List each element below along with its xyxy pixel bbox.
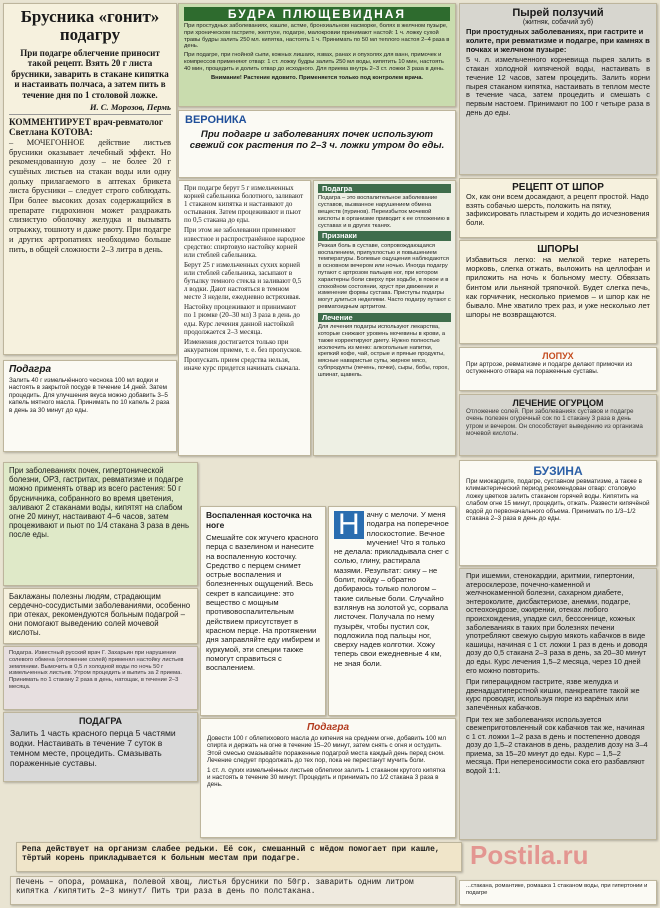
postila-watermark: Postila.ru	[470, 840, 589, 870]
nefrit-text: При тех же заболеваниях используется свежеприготовленный сок кабачков так же, начиная с 1 ст. ложки 1–2 раза в день и постепенно доводя дозу до 1,5–2 стаканов в день, разделив дозу на 3–4 приема, за 15–20 минут до еды. Курс – 1,5–2 месяца. При непереносимости сока его разбавляют водой 1:1.	[466, 714, 648, 776]
pyrey-clipping	[459, 3, 657, 175]
ginger-text: При заболеваниях почек, гипертонической болезни, ОРЗ, гастритах, ревматизме и подагре можно применять отвар из всего растения: 50 г брусничника, собранного во время цветения, заливают 2 стаканами воды, кипятят на слабом огне 20 минут, настаивают 4–6 часов, затем процеживают и пьют по 1/4 стакана 3 раза в день после еды.	[9, 466, 190, 540]
sabelnik-p3: Берут 25 г измельченных сухих корней или стеблей сабельника, засыпают в бутылку темного стекла и заливают 0,5 л водки. Дают настояться в темном месте 3 недели, ежедневно встряхивая.	[184, 260, 302, 302]
podagra-garlic-clipping	[3, 360, 177, 452]
buzina-text: При миокардите, подагре, суставном ревматизме, а также в климактерический период рекомендован отвар: столовую ложку цветков залить стаканом горячей воды. Кипятить на слабом огне 15 минут, процедить, отжать. Развести кипячёной водой до первоначального объема. Принимать по 1/3–1/2 стакана 2–3 раза в день до еды.	[466, 478, 650, 523]
budra-warning: Внимание! Растение ядовито. Применяется только под контролем врача.	[210, 74, 424, 81]
lopukh-title: ЛОПУХ	[542, 351, 574, 361]
sabelnik-article	[178, 180, 311, 456]
pechen-clipping	[10, 876, 456, 905]
shpory-text: Избавиться легко: на мелкой терке натереть морковь, слегка отжать, выложить на целлофан и приложить на ночь к больному месту. Обвязать бинтом или льняной тряпочкой. Будет слегка печь, как горчичник, несколько приемов – и шпор как не бывало. Мне хватило трех раз, и уже несколько лет шпоры не возвращаются.	[466, 255, 650, 320]
ginger-clipping	[3, 462, 198, 586]
budra-p2: При подагре, при гнойной сыпи, кожных лишаях, язвах, ранах и опухолях для ванн, примочек и компрессов применяют отвар: 1 ст. ложку будры залить 250 мл воды, кипятить 10 мин, настоять 40 мин, процедить и долить отвар до исходного. Для приема внутрь 2–3 ст. ложки 3 раза в день.	[184, 52, 445, 72]
treatment-text: Для лечения подагры используют лекарства, которые снижают уровень мочевины в крови, а также корректируют диету. Нужно полностью исключить из меню: алкогольные напитки, крепкий кофе, чай, острые и пряные продукты, мясные наваристые супы, жирное мясо, субпродукты (печень, почки), сыры, бобы, горох, шпинат, щавель.	[318, 324, 449, 378]
brusnika-divider	[9, 114, 171, 115]
kabachki-clipping	[459, 568, 657, 840]
brusnika-clipping	[3, 3, 177, 355]
sabelnik-p2: При этом же заболевании применяют известное и распространённое народное средство: спиртовую настойку корней или стеблей сабельника.	[184, 226, 305, 259]
podagra-doctor-clipping	[3, 646, 198, 710]
brusnika-intro: При подагре облегчение приносит такой рецепт. Взять 20 г листа брусники, заварить в стакане кипятка и настаивать полчаса, а затем пить в течение дня по 1 столовой ложке.	[11, 48, 169, 100]
shpora-text: Ох, как они всем досаждают, а рецепт простой. Надо взять собачью шерсть, положить на пятку, зафиксировать пластырем и ходить до исчезновения боли.	[466, 192, 650, 227]
pyrey-subtitle: (житняк, собачий зуб)	[522, 19, 594, 26]
kostochka-text: Смешайте сок жгучего красного перца с вазелином и нанесите на воспаленную косточку. Средство с перцем снимет острые воспаления и болезненных ощущений. Весь секрет в капсаицине: это вещество с мощным противовоспалительным действием присутствует в красном перце. На протяжении дня заправляйте еду имбирем и куркумой, эти специи также помогут справиться с воспалением.	[206, 533, 320, 673]
budra-clipping	[178, 3, 456, 107]
podagra-pepper-clipping	[3, 712, 198, 782]
brusnika-comment: – МОЧЕГОННОЕ действие листьев брусники оказывает лечебный эффект. Но рекомендованную дозу – не более 20 г сушёных листьев на стакан воды или одну дольку прилагаемого в аптеках брикета листа брусники – следует строго соблюдать. При более высоких дозах содержащийся в препарате гидрохинон может раздражать слизистую оболочку желудка и вызывать отрыжку, тошноту и даже рвоту. При подагре и других артропатиях необходимо больше пить, в общей сложности 2–3 литра в день.	[9, 137, 171, 254]
romashka-tail-clipping	[459, 880, 657, 905]
symptoms-text: Резкая боль в суставе, сопровождающаяся воспалением, припухлостью и повышением температуры. Болевые ощущения наблюдаются в основном вечером или ночью. Иногда подагру путают с артрозом пальцев ног, при котором характерны боли сверху при ходьбе, в покое и в спокойном состоянии, хруст при движении и изменение формы сустава. Приступы подагры могут длиться неделями. Часто подагру путают с ревматоидным артритом.	[318, 242, 451, 310]
gastrit-text: При гиперацидном гастрите, язве желудка и двенадцатиперстной кишки, панкреатите такой же курс проводят, используя пюре из варёных или запечённых кабачков.	[466, 677, 640, 712]
treatment-heading: Лечение	[318, 313, 451, 322]
kostochka-clipping	[200, 506, 326, 716]
kostochka-title: Воспаленная косточка на ноге	[206, 510, 312, 530]
veronika-title: ВЕРОНИКА	[185, 114, 247, 126]
sabelnik-p5: Изменения достигается только при аккуратном приеме, т. е. без пропусков.	[184, 337, 302, 354]
sabelnik-p6: Пропускать прием средства нельзя, иначе курс придется начинать сначала.	[184, 355, 300, 372]
ogurtsy-clipping	[459, 394, 657, 456]
ogurtsy-title: ЛЕЧЕНИЕ ОГУРЦОМ	[512, 398, 604, 408]
podagra-pepper-text: Залить 1 часть красного перца 5 частями водки. Настаивать в течение 7 суток в темном месте, процедить. Смазывать пораженные суставы.	[10, 728, 176, 768]
buzina-title: БУЗИНА	[533, 464, 583, 478]
pyrey-title: Пырей ползучий	[512, 7, 604, 19]
podagra-doctor-text: Подагра. Известный русский врач Г. Захарьин при нарушении солевого обмена (отложение солей) применял настойку листьев земляники. Вымочить в 0,5 л холодной воды по ночь 50 г измельченных листьев. Утром процедить и выпить за 2 приема. Принимать по 1 стакану 2 раза в день, натощак, в течение 2–3 месяца.	[9, 650, 184, 690]
lopukh-clipping	[459, 347, 657, 391]
podagra-info-heading: Подагра	[318, 184, 451, 193]
sabelnik-p4: Настойку процеживают и принимают по 1 рюмке (20–30 мл) 3 раза в день до еды. Курс лечения данной настойкой продолжается 2–3 месяца.	[184, 303, 300, 336]
podagra-oil-clipping	[200, 718, 456, 838]
pechen-text: Печень – опора, ромашка, полевой хвощ, листья брусники по 50гр. заварить одним литром кипятка /кипятить 2–3 минут/ Пить три раза в день по полстакана.	[16, 879, 414, 896]
pyrey-lead: При простудных заболеваниях, при гастрите и колите, при ревматизме и подагре, при камнях в почках и желчном пузыре:	[466, 27, 650, 54]
repa-text: Репа действует на организм слабее редьки. Её сок, смешанный с мёдом помогает при кашле, тёртый корень прикладывается к больным местам при подагре.	[22, 845, 440, 863]
baklazhan-clipping	[3, 588, 198, 644]
symptoms-heading: Признаки	[318, 231, 451, 240]
veronika-clipping	[178, 110, 456, 178]
veronika-lead: При подагре и заболеваниях почек используют свежий сок растения по 2–3 ч. ложки утром до еды.	[189, 129, 445, 151]
brusnika-comment-head: КОММЕНТИРУЕТ врач-ревматолог Светлана КОТОВА:	[9, 117, 164, 138]
sabelnik-p1: При подагре берут 5 г измельченных корней сабельника болотного, заливают 1 стаканом кипятка и настаивают до остывания. Затем процеживают и пьют по 0,5 стакана до еды.	[184, 184, 304, 225]
podagra-pepper-title: ПОДАГРА	[78, 716, 123, 726]
melochi-dropcap: Н	[334, 511, 364, 539]
ogurtsy-text: Отложение солей. При заболеваниях суставов и подагре очень полезен огуречный сок по 1 стакану 3 раза в день утром и вечером. Он способствует выведению из организма мочевой кислоты.	[466, 408, 643, 438]
ishemia-text: При ишемии, стенокардии, аритмии, гипертонии, атеросклерозе, почечно-каменной и желчнокаменной болезни, сахарном диабете, энтероколите, дисбактериозе, анемии, подагре, остеохондрозе, ожирении, отеках любого происхождения, упадке сил, бессоннице, кожных заболеваниях в таких при болезнях печени употребляют свежую сырую мякоть кабачков в виде кашицы, начиная с 1 ст. ложки 1 раз в день и доводя дозу до 0,5 стакана 2–3 раза в день, за 20–30 минут до еды. Курс лечения 1,5–2 месяца, через 10 дней его можно повторить.	[466, 571, 648, 675]
podagra-garlic-title: Подагра	[9, 364, 52, 375]
lopukh-text: При артрозе, ревматизме и подагре делают примочки из остуженного отвара на пораженные суставы.	[466, 361, 633, 376]
shpora-title: РЕЦЕПТ ОТ ШПОР	[512, 182, 604, 193]
podagra-info-definition: Подагра – это воспалительное заболевание суставов, вызванное нарушением обмена веществ (пуринов). Переизбыток мочевой кислоты в организме приводит к ее отложению в суставах и в других тканях.	[318, 195, 450, 229]
podagra-oil-title: Подагра	[306, 722, 350, 733]
podagra-oil-p1: Довести 100 г облепихового масла до кипения на среднем огне, добавить 100 мл спирта и держать на огне в течение 15–20 минут, затем снять с огня и остудить. Этой смесью смазывайте пораженные подагрой места каждый день перед сном. Лечение следует продолжать до тех пор, пока не перестанут мучить боли.	[207, 735, 447, 765]
podagra-oil-p2: 1 ст. л. сухих измельчённых листьев облепихи залить 1 стаканом крутого кипятка и настоять в течение 30 минут. Процедить и принимать по 1/2 стакана 3 раза в день.	[207, 766, 446, 789]
melochi-body: ачну с мелочи. У меня подагра на поперечное плоскостопие. Вечное мучение! Что я только не делала: прикладывала снег с солью, глину, растирала мазями. Результат: сижу – не болит, пойду – обратно добираюсь только пологом – такие сильные боли. Случайно взглянув на золотой ус, сорвала листочек. Получала по нему пузырёк, чтобы пустил сок, подложила под пальцы ног, сверху надев колготки. Хожу теперь свои ежедневные 4 км, не зная боли.	[334, 510, 449, 668]
pyrey-text: 5 ч. л. измельченного корневища пырея залить в стакан холодной кипяченой воды, настаивать в течение 12 часов, затем процедить. Залить корни пырея стаканом кипятка, настаивать в теплом месте в течение часа, затем процедить и смешать с первым настоем. Принимают по 100 г четыре раза в день до еды.	[466, 55, 650, 117]
budra-p1: При простудных заболеваниях, кашле, астме, бронхиальном насморке, болях в желчном пузыре, при хроническом гастрите, желтухе, подагре, малокровии принимают настой: 1 ч. ложку сухой травы будры залить 250 мл. кипятка, настоять 1 ч. Принимать по 50 мл теплого настоя 2–4 раза в день.	[184, 23, 450, 50]
shpora-recipe-clipping	[459, 178, 657, 238]
brusnika-title: Брусника «гонит» подагру	[20, 7, 160, 44]
budra-title: БУДРА ПЛЮЩЕВИДНАЯ	[184, 7, 450, 21]
romashka-tail-text: ...стакана, романтике, ромашка 1 стаканом воды, при гипертонии и подагре	[466, 883, 648, 896]
shpory-title: ШПОРЫ	[537, 244, 579, 255]
buzina-clipping	[459, 460, 657, 566]
podagra-info-box	[313, 180, 456, 456]
melochi-text	[334, 510, 450, 668]
melochi-clipping	[328, 506, 456, 716]
podagra-garlic-text: Залить 40 г измельчённого чеснока 100 мл водки и настоять в закрытой посуде в течение 14 дней. Затем процедить. Для улучшения вкуса можно добавить 3–5 капель мятного масла. Принимать по 10 капель 2 раза в день за 30 минут до еды.	[9, 377, 170, 414]
baklazhan-text: Баклажаны полезны людям, страдающим сердечно-сосудистыми заболеваниями, особенно при отеках, рекомендуются больным подагрой – они помогают выведению солей мочевой кислоты.	[9, 592, 191, 637]
brusnika-author: И. С. Морозов, Пермь	[89, 102, 171, 113]
shpory-clipping	[459, 240, 657, 344]
repa-clipping	[16, 842, 462, 872]
